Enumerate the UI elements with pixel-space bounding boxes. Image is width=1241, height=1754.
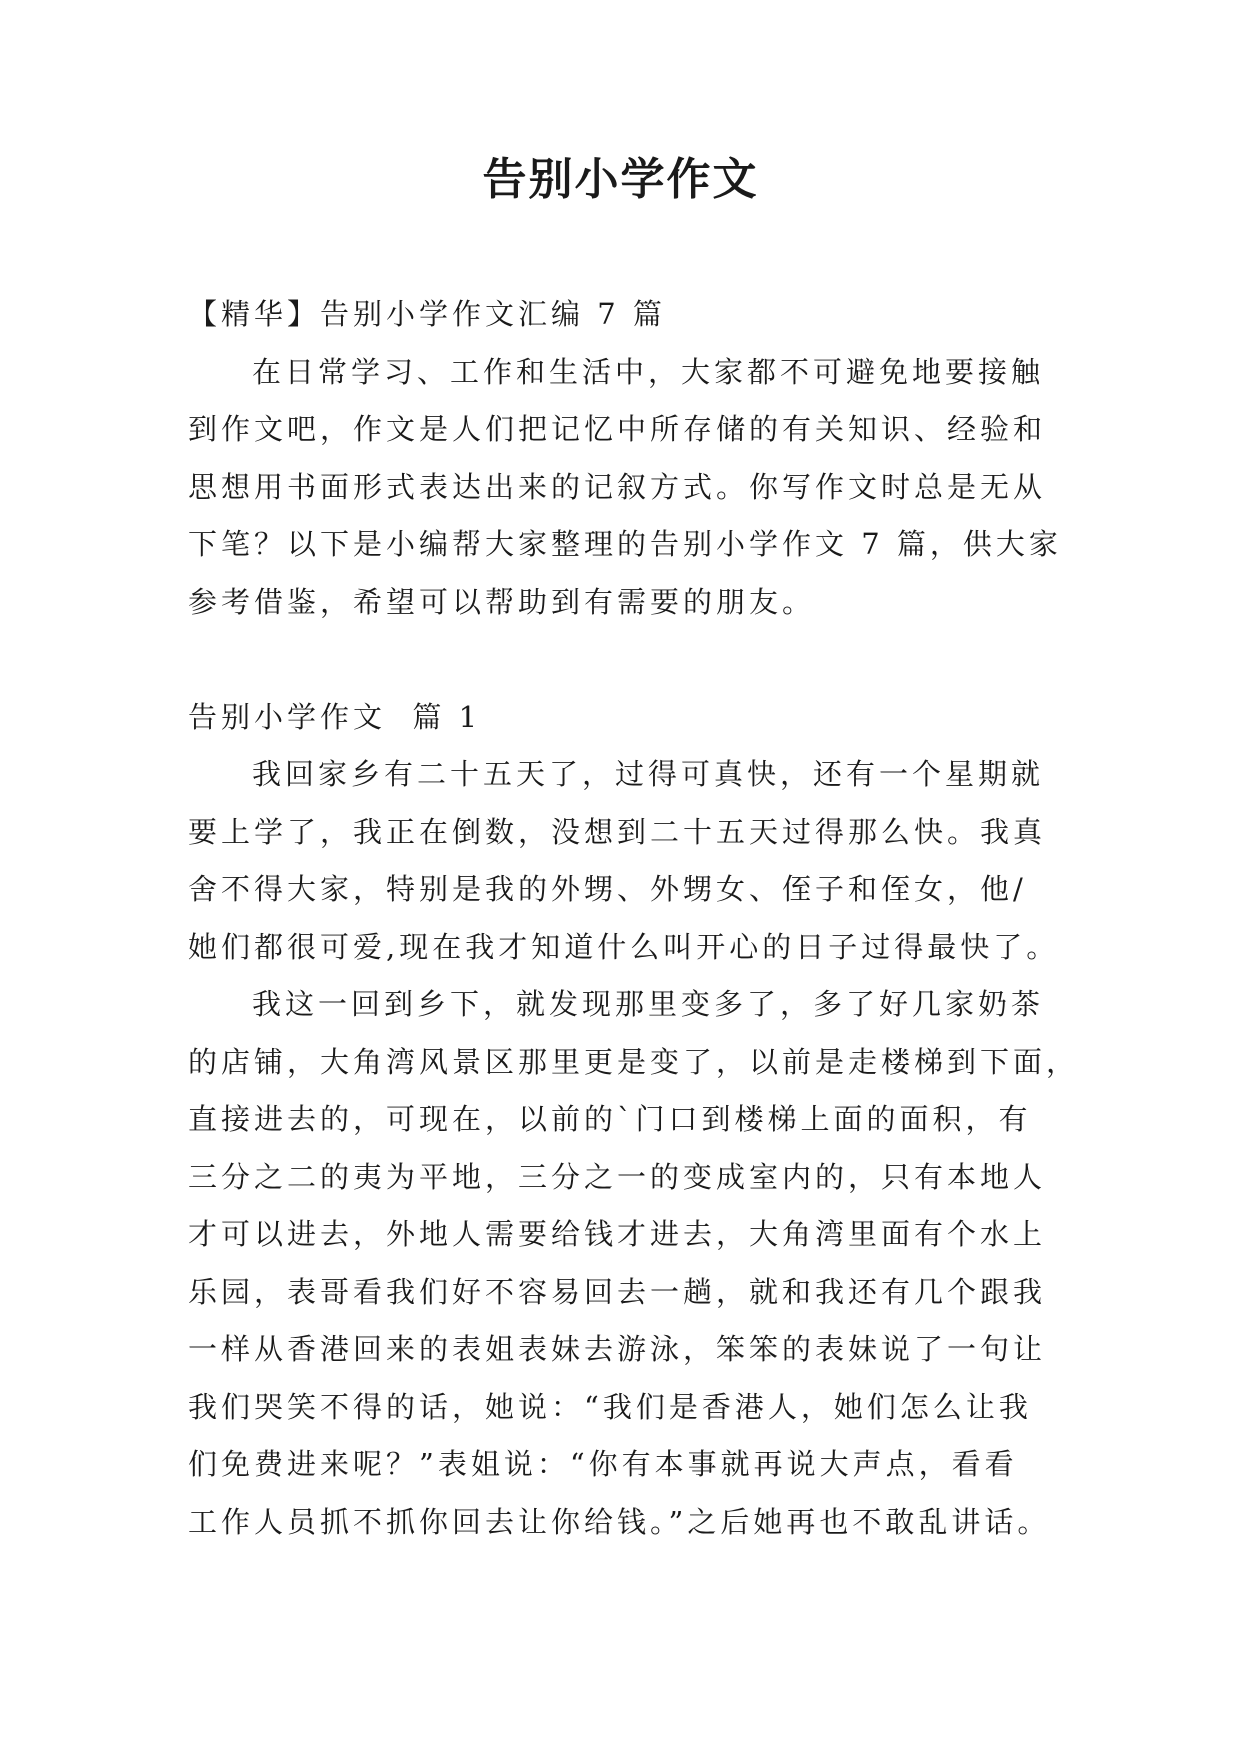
- paragraph-line: 乐园，表哥看我们好不容易回去一趟，就和我还有几个跟我: [188, 1274, 1047, 1309]
- paragraph-line: 她们都很可爱,现在我才知道什么叫开心的日子过得最快了。: [188, 929, 1060, 964]
- document-body: [188, 286, 1080, 1551]
- paragraph-line: 一样从香港回来的表姐表妹去游泳，笨笨的表妹说了一句让: [188, 1332, 1047, 1366]
- section-heading: 告别小学作文 篇 1: [188, 699, 482, 734]
- intro-line: 在日常学习、工作和生活中，大家都不可避免地要接触: [252, 354, 1045, 389]
- paragraph-line: 才可以进去，外地人需要给钱才进去，大角湾里面有个水上: [188, 1217, 1047, 1251]
- intro-line: 参考借鉴，希望可以帮助到有需要的朋友。: [188, 584, 816, 619]
- paragraph-line: 三分之二的夷为平地，三分之一的变成室内的，只有本地人: [188, 1159, 1047, 1194]
- paragraph-line: 舍不得大家，特别是我的外甥、外甥女、侄子和侄女，他/: [188, 872, 1027, 906]
- document-title: 告别小学作文: [482, 154, 759, 205]
- document-subtitle: 【精华】告别小学作文汇编 7 篇: [188, 297, 666, 331]
- paragraph-line: 工作人员抓不抓你回去让你给钱。”之后她再也不敢乱讲话。: [188, 1504, 1051, 1539]
- paragraph-line: 我们哭笑不得的话，她说：“我们是香港人，她们怎么让我: [188, 1389, 1032, 1424]
- paragraph-line: 我回家乡有二十五天了，过得可真快，还有一个星期就: [252, 757, 1045, 791]
- intro-line: 思想用书面形式表达出来的记叙方式。你写作文时总是无从: [188, 469, 1047, 504]
- paragraph-line: 直接进去的，可现在，以前的`门口到楼梯上面的面积，有: [188, 1102, 1032, 1136]
- paragraph-line: 我这一回到乡下，就发现那里变多了，多了好几家奶茶: [252, 987, 1045, 1021]
- intro-line: 到作文吧，作文是人们把记忆中所存储的有关知识、经验和: [188, 412, 1047, 446]
- paragraph-line: 的店铺，大角湾风景区那里更是变了，以前是走楼梯到下面，: [188, 1044, 1080, 1079]
- intro-line: 下笔？以下是小编帮大家整理的告别小学作文 7 篇，供大家: [188, 527, 1062, 561]
- section-gap: [188, 631, 1068, 689]
- paragraph-line: 要上学了，我正在倒数，没想到二十五天过得那么快。我真: [188, 814, 1047, 849]
- paragraph-line: 们免费进来呢？”表姐说：“你有本事就再说大声点，看看: [188, 1447, 1018, 1481]
